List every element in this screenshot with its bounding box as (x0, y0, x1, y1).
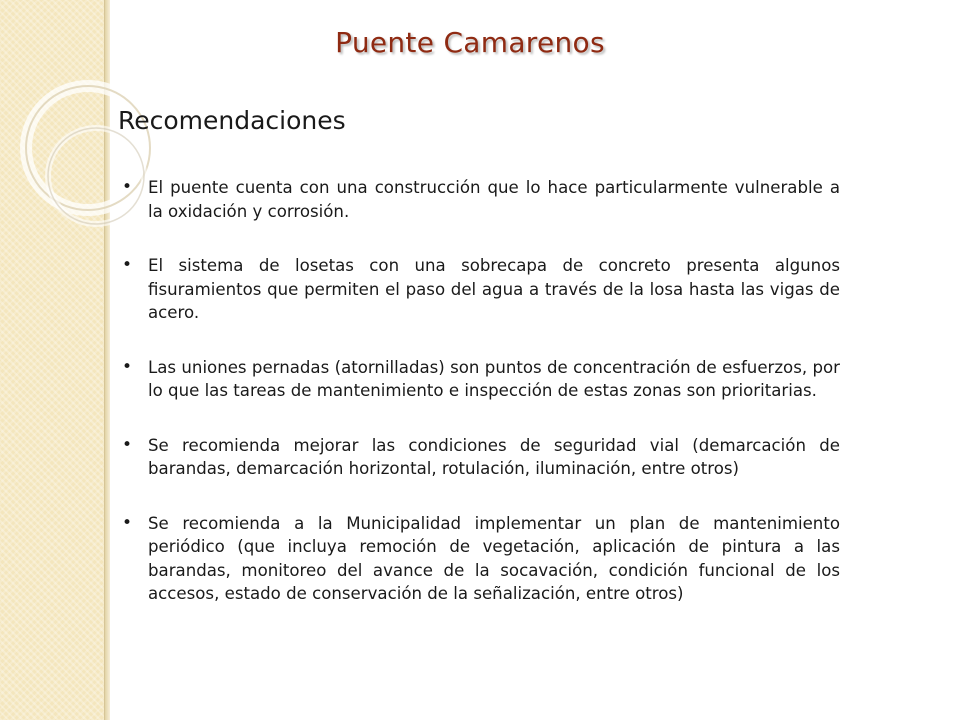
bullet-item: • Se recomienda mejorar las condiciones de seguridad vial (demarcación de barandas, demarcación horizontal, rotulación, iluminación, entre otros) (118, 434, 840, 481)
bullet-item: • Se recomienda a la Municipalidad implementar un plan de mantenimiento periódico (que incluya remoción de vegetación, aplicación de pintura a las barandas, monitoreo del avance de la socavación, condición funcional de los accesos, estado de conservación de la señalización, entre otros) (118, 512, 840, 606)
bullet-item: • Las uniones pernadas (atornilladas) son puntos de concentración de esfuerzos, por lo que las tareas de mantenimiento e inspección de estas zonas son prioritarias. (118, 356, 840, 403)
slide-title: Puente Camarenos (335, 26, 605, 59)
slide-subtitle: Recomendaciones (118, 106, 346, 135)
bullet-item: • El puente cuenta con una construcción que lo hace particularmente vulnerable a la oxidación y corrosión. (118, 176, 840, 223)
bullet-item: • El sistema de losetas con una sobrecapa de concreto presenta algunos fisuramientos que permiten el paso del agua a través de la losa hasta las vigas de acero. (118, 254, 840, 325)
bullet-list (118, 176, 840, 637)
